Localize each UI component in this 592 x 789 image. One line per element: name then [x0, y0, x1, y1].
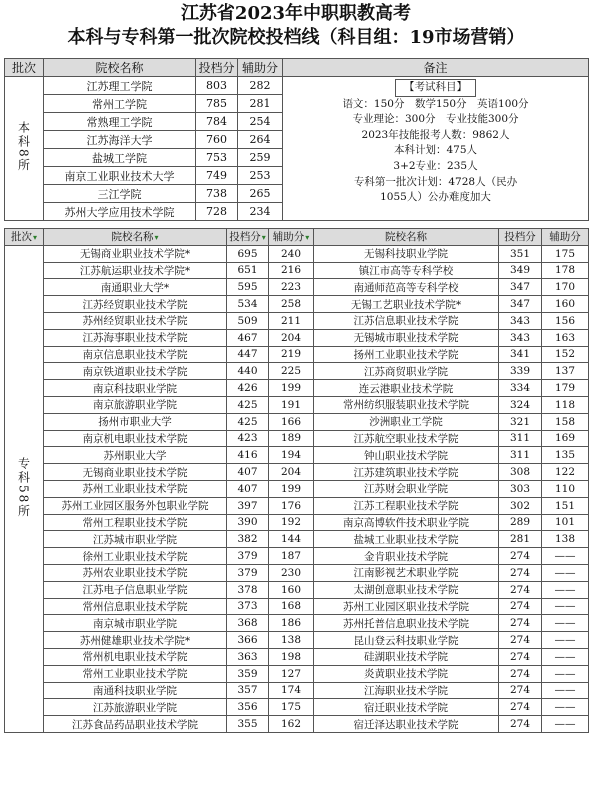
aux-score: 175	[269, 699, 314, 716]
score: 423	[227, 430, 269, 447]
aux-score: 254	[238, 113, 283, 131]
score: 426	[227, 380, 269, 397]
aux-score: 282	[238, 77, 283, 95]
score: 357	[227, 682, 269, 699]
school-name: 扬州市职业大学	[44, 413, 227, 430]
table-row	[5, 329, 589, 346]
aux-score-2: 110	[542, 480, 589, 497]
aux-score-2: 169	[542, 430, 589, 447]
header-aux: 辅助分	[238, 59, 283, 77]
score-2: 274	[499, 716, 542, 733]
school-name: 南京城市职业学院	[44, 615, 227, 632]
table-row	[5, 346, 589, 363]
score: 368	[227, 615, 269, 632]
aux-score: 258	[269, 296, 314, 313]
score: 803	[196, 77, 238, 95]
score: 397	[227, 497, 269, 514]
school-name: 江苏海洋大学	[44, 131, 196, 149]
aux-score: 216	[269, 262, 314, 279]
junior-table	[4, 228, 589, 733]
aux-score-2: ——	[542, 632, 589, 649]
score-2: 321	[499, 413, 542, 430]
school-name-2: 镇江市高等专科学校	[314, 262, 499, 279]
aux-score-2: ——	[542, 615, 589, 632]
aux-score-2: 137	[542, 363, 589, 380]
school-name-2: 连云港职业技术学院	[314, 380, 499, 397]
aux-score-2: 118	[542, 396, 589, 413]
school-name-2: 金肯职业技术学院	[314, 548, 499, 565]
table-row	[5, 699, 589, 716]
school-name-2: 扬州工业职业技术学院	[314, 346, 499, 363]
school-name-2: 南通师范高等专科学校	[314, 279, 499, 296]
table-row	[5, 598, 589, 615]
header-batch-label: 批次	[10, 231, 32, 244]
aux-score: 211	[269, 312, 314, 329]
score-2: 339	[499, 363, 542, 380]
aux-score-2: ——	[542, 665, 589, 682]
score: 416	[227, 447, 269, 464]
school-name: 江苏理工学院	[44, 77, 196, 95]
school-name-2: 昆山登云科技职业学院	[314, 632, 499, 649]
undergrad-table	[4, 58, 589, 221]
batch-label-undergrad: 本科8所	[5, 77, 44, 221]
score: 534	[227, 296, 269, 313]
score-2: 274	[499, 564, 542, 581]
table-row	[5, 296, 589, 313]
aux-score-2: ——	[542, 682, 589, 699]
school-name: 常熟理工学院	[44, 113, 196, 131]
school-name: 无锡商业职业技术学院*	[44, 245, 227, 262]
aux-score-2: ——	[542, 548, 589, 565]
aux-score-2: ——	[542, 716, 589, 733]
table-row	[5, 564, 589, 581]
score-2: 274	[499, 615, 542, 632]
school-name-2: 江苏航空职业技术学院	[314, 430, 499, 447]
aux-score: 225	[269, 363, 314, 380]
aux-score: 223	[269, 279, 314, 296]
aux-score-2: 158	[542, 413, 589, 430]
table-row	[5, 581, 589, 598]
aux-score-2: 170	[542, 279, 589, 296]
school-name: 常州工学院	[44, 95, 196, 113]
school-name: 徐州工业职业技术学院	[44, 548, 227, 565]
school-name: 常州机电职业技术学院	[44, 648, 227, 665]
school-name: 南京科技职业学院	[44, 380, 227, 397]
aux-score: 198	[269, 648, 314, 665]
score-2: 341	[499, 346, 542, 363]
score: 651	[227, 262, 269, 279]
score-2: 303	[499, 480, 542, 497]
score-2: 311	[499, 430, 542, 447]
table-row	[5, 682, 589, 699]
table-row	[5, 514, 589, 531]
score: 760	[196, 131, 238, 149]
aux-score: 191	[269, 396, 314, 413]
aux-score: 138	[269, 632, 314, 649]
table-row	[5, 447, 589, 464]
aux-score: 234	[238, 203, 283, 221]
aux-score-2: 160	[542, 296, 589, 313]
aux-score: 168	[269, 598, 314, 615]
aux-score: 144	[269, 531, 314, 548]
header-school: 院校名称	[44, 59, 196, 77]
table-row	[5, 632, 589, 649]
school-name-2: 南京高博软件技术职业学院	[314, 514, 499, 531]
score: 467	[227, 329, 269, 346]
school-name-2: 无锡科技职业学院	[314, 245, 499, 262]
aux-score-2: 151	[542, 497, 589, 514]
school-name-2: 无锡城市职业技术学院	[314, 329, 499, 346]
school-name-2: 沙洲职业工学院	[314, 413, 499, 430]
school-name-2: 常州纺织服装职业技术学院	[314, 396, 499, 413]
aux-score: 281	[238, 95, 283, 113]
score: 363	[227, 648, 269, 665]
aux-score-2: 163	[542, 329, 589, 346]
aux-score: 204	[269, 329, 314, 346]
table-row	[5, 413, 589, 430]
notes-line: 3+2专业：235人	[393, 159, 478, 172]
school-name-2: 宿迁职业技术学院	[314, 699, 499, 716]
aux-score: 176	[269, 497, 314, 514]
score: 390	[227, 514, 269, 531]
table-row	[5, 363, 589, 380]
score: 695	[227, 245, 269, 262]
aux-score: 194	[269, 447, 314, 464]
exam-notes	[283, 77, 589, 221]
school-name: 南京信息职业技术学院	[44, 346, 227, 363]
score-2: 274	[499, 598, 542, 615]
aux-score: 199	[269, 380, 314, 397]
score-2: 274	[499, 648, 542, 665]
school-name: 南通科技职业学院	[44, 682, 227, 699]
table-row	[5, 396, 589, 413]
header-school-filter[interactable]	[44, 229, 227, 246]
header-aux-label: 辅助分	[272, 231, 305, 244]
aux-score-2: 178	[542, 262, 589, 279]
school-name: 南京旅游职业学院	[44, 396, 227, 413]
aux-score: 160	[269, 581, 314, 598]
school-name-2: 苏州工业园区职业技术学院	[314, 598, 499, 615]
notes-line: 1055人）公办难度加大	[380, 191, 491, 204]
score-2: 334	[499, 380, 542, 397]
school-name: 苏州农业职业技术学院	[44, 564, 227, 581]
aux-score-2: ——	[542, 581, 589, 598]
school-name: 无锡商业职业技术学院	[44, 464, 227, 481]
score-2: 274	[499, 699, 542, 716]
aux-score-2: 138	[542, 531, 589, 548]
score-2: 351	[499, 245, 542, 262]
table-row	[5, 312, 589, 329]
school-name-2: 盐城工业职业技术学院	[314, 531, 499, 548]
school-name-2: 硅湖职业技术学院	[314, 648, 499, 665]
school-name: 苏州健雄职业技术学院*	[44, 632, 227, 649]
aux-score: 162	[269, 716, 314, 733]
score: 785	[196, 95, 238, 113]
aux-score-2: ——	[542, 648, 589, 665]
score: 753	[196, 149, 238, 167]
aux-score: 174	[269, 682, 314, 699]
notes-line: 本科计划：475人	[393, 144, 478, 157]
notes-line: 专业理论：300分 专业技能300分	[352, 113, 519, 126]
score-2: 349	[499, 262, 542, 279]
school-name: 江苏航运职业技术学院*	[44, 262, 227, 279]
score: 509	[227, 312, 269, 329]
header-score: 投档分	[196, 59, 238, 77]
aux-score: 187	[269, 548, 314, 565]
score: 440	[227, 363, 269, 380]
aux-score-2: 135	[542, 447, 589, 464]
table-row	[5, 245, 589, 262]
school-name-2: 江南影视艺术职业学院	[314, 564, 499, 581]
table-row	[5, 497, 589, 514]
aux-score-2: 179	[542, 380, 589, 397]
score: 738	[196, 185, 238, 203]
table-row	[5, 648, 589, 665]
school-name-2: 江苏商贸职业学院	[314, 363, 499, 380]
school-name: 江苏经贸职业技术学院	[44, 296, 227, 313]
aux-score: 265	[238, 185, 283, 203]
school-name: 南京工业职业技术大学	[44, 167, 196, 185]
school-name: 苏州工业园区服务外包职业学院	[44, 497, 227, 514]
header-batch-filter[interactable]	[5, 229, 44, 246]
score-2: 274	[499, 665, 542, 682]
school-name-2: 钟山职业技术学院	[314, 447, 499, 464]
header-score-label: 投档分	[229, 231, 261, 244]
table-row	[5, 548, 589, 565]
school-name: 苏州大学应用技术学院	[44, 203, 196, 221]
score-2: 347	[499, 296, 542, 313]
school-name: 盐城工学院	[44, 149, 196, 167]
score: 359	[227, 665, 269, 682]
score-2: 311	[499, 447, 542, 464]
aux-score: 192	[269, 514, 314, 531]
aux-score: 219	[269, 346, 314, 363]
school-name: 苏州经贸职业技术学院	[44, 312, 227, 329]
score: 425	[227, 396, 269, 413]
school-name: 南京机电职业技术学院	[44, 430, 227, 447]
score: 366	[227, 632, 269, 649]
aux-score: 189	[269, 430, 314, 447]
table-row	[5, 665, 589, 682]
score-2: 343	[499, 329, 542, 346]
score: 595	[227, 279, 269, 296]
school-name-2: 江苏建筑职业技术学院	[314, 464, 499, 481]
aux-score-2: 175	[542, 245, 589, 262]
score-2: 289	[499, 514, 542, 531]
school-name: 江苏食品药品职业技术学院	[44, 716, 227, 733]
aux-score: 127	[269, 665, 314, 682]
aux-score: 253	[238, 167, 283, 185]
table-row	[5, 279, 589, 296]
filter-dropdown-icon[interactable]: ▾	[305, 233, 310, 243]
score: 728	[196, 203, 238, 221]
aux-score: 240	[269, 245, 314, 262]
score-2: 274	[499, 548, 542, 565]
school-name-2: 江海职业技术学院	[314, 682, 499, 699]
header-school-label: 院校名称	[111, 231, 154, 244]
aux-score-2: ——	[542, 598, 589, 615]
aux-score: 186	[269, 615, 314, 632]
score: 355	[227, 716, 269, 733]
school-name-2: 江苏财会职业学院	[314, 480, 499, 497]
school-name: 苏州职业大学	[44, 447, 227, 464]
school-name: 三江学院	[44, 185, 196, 203]
school-name: 南京铁道职业技术学院	[44, 363, 227, 380]
table-row	[5, 464, 589, 481]
score: 356	[227, 699, 269, 716]
page-subtitle: 本科与专科第一批次院校投档线（科目组：19市场营销）	[67, 27, 525, 48]
score: 379	[227, 548, 269, 565]
school-name-2: 无锡工艺职业技术学院*	[314, 296, 499, 313]
aux-score-2: 156	[542, 312, 589, 329]
aux-score-2: 101	[542, 514, 589, 531]
score: 407	[227, 464, 269, 481]
score-2: 343	[499, 312, 542, 329]
score: 379	[227, 564, 269, 581]
school-name: 江苏海事职业技术学院	[44, 329, 227, 346]
header-score-filter[interactable]	[227, 229, 269, 246]
notes-line: 专科第一批次计划：4728人（民办	[353, 175, 518, 188]
aux-score: 230	[269, 564, 314, 581]
score-2: 274	[499, 682, 542, 699]
aux-score: 166	[269, 413, 314, 430]
score-2: 274	[499, 632, 542, 649]
undergrad-header-row	[5, 59, 589, 77]
junior-header-row	[5, 229, 589, 246]
score: 378	[227, 581, 269, 598]
aux-score: 259	[238, 149, 283, 167]
aux-score-2: 152	[542, 346, 589, 363]
header-remark: 备注	[283, 59, 589, 77]
notes-line: 语文：150分 数学150分 英语100分	[342, 97, 529, 110]
school-name: 常州信息职业技术学院	[44, 598, 227, 615]
aux-score-2: 122	[542, 464, 589, 481]
school-name: 常州工业职业技术学院	[44, 665, 227, 682]
table-row	[5, 531, 589, 548]
header-school2: 院校名称	[314, 229, 499, 246]
header-aux-filter[interactable]	[269, 229, 314, 246]
school-name: 江苏旅游职业学院	[44, 699, 227, 716]
school-name: 江苏城市职业学院	[44, 531, 227, 548]
filter-dropdown-icon[interactable]: ▾	[32, 233, 37, 243]
school-name: 江苏电子信息职业学院	[44, 581, 227, 598]
score: 407	[227, 480, 269, 497]
page-title: 江苏省2023年中职职教高考	[180, 3, 412, 24]
aux-score: 199	[269, 480, 314, 497]
aux-score: 204	[269, 464, 314, 481]
score: 749	[196, 167, 238, 185]
aux-score-2: ——	[542, 699, 589, 716]
school-name: 苏州工业职业技术学院	[44, 480, 227, 497]
score: 784	[196, 113, 238, 131]
filter-dropdown-icon[interactable]: ▾	[154, 233, 159, 243]
filter-dropdown-icon[interactable]: ▾	[261, 233, 266, 243]
table-row	[5, 615, 589, 632]
header-score2: 投档分	[499, 229, 542, 246]
aux-score: 264	[238, 131, 283, 149]
aux-score-2: ——	[542, 564, 589, 581]
notes-line: 2023年技能报考人数：9862人	[361, 128, 510, 141]
score: 425	[227, 413, 269, 430]
header-aux2: 辅助分	[542, 229, 589, 246]
table-row	[5, 480, 589, 497]
score-2: 302	[499, 497, 542, 514]
score-2: 281	[499, 531, 542, 548]
table-row	[5, 430, 589, 447]
header-batch: 批次	[5, 59, 44, 77]
score: 373	[227, 598, 269, 615]
score-2: 324	[499, 396, 542, 413]
school-name-2: 苏州托普信息职业技术学院	[314, 615, 499, 632]
school-name: 常州工程职业技术学院	[44, 514, 227, 531]
table-row	[5, 380, 589, 397]
score: 382	[227, 531, 269, 548]
notes-heading: 【考试科目】	[395, 79, 476, 97]
table-row	[5, 262, 589, 279]
school-name-2: 江苏信息职业技术学院	[314, 312, 499, 329]
batch-label-junior: 专科58所	[5, 245, 44, 732]
school-name: 南通职业大学*	[44, 279, 227, 296]
score-2: 347	[499, 279, 542, 296]
school-name-2: 炎黄职业技术学院	[314, 665, 499, 682]
table-row	[5, 716, 589, 733]
school-name-2: 江苏工程职业技术学院	[314, 497, 499, 514]
school-name-2: 宿迁泽达职业技术学院	[314, 716, 499, 733]
score-2: 274	[499, 581, 542, 598]
score: 447	[227, 346, 269, 363]
school-name-2: 太湖创意职业技术学院	[314, 581, 499, 598]
table-row	[5, 77, 589, 95]
score-2: 308	[499, 464, 542, 481]
